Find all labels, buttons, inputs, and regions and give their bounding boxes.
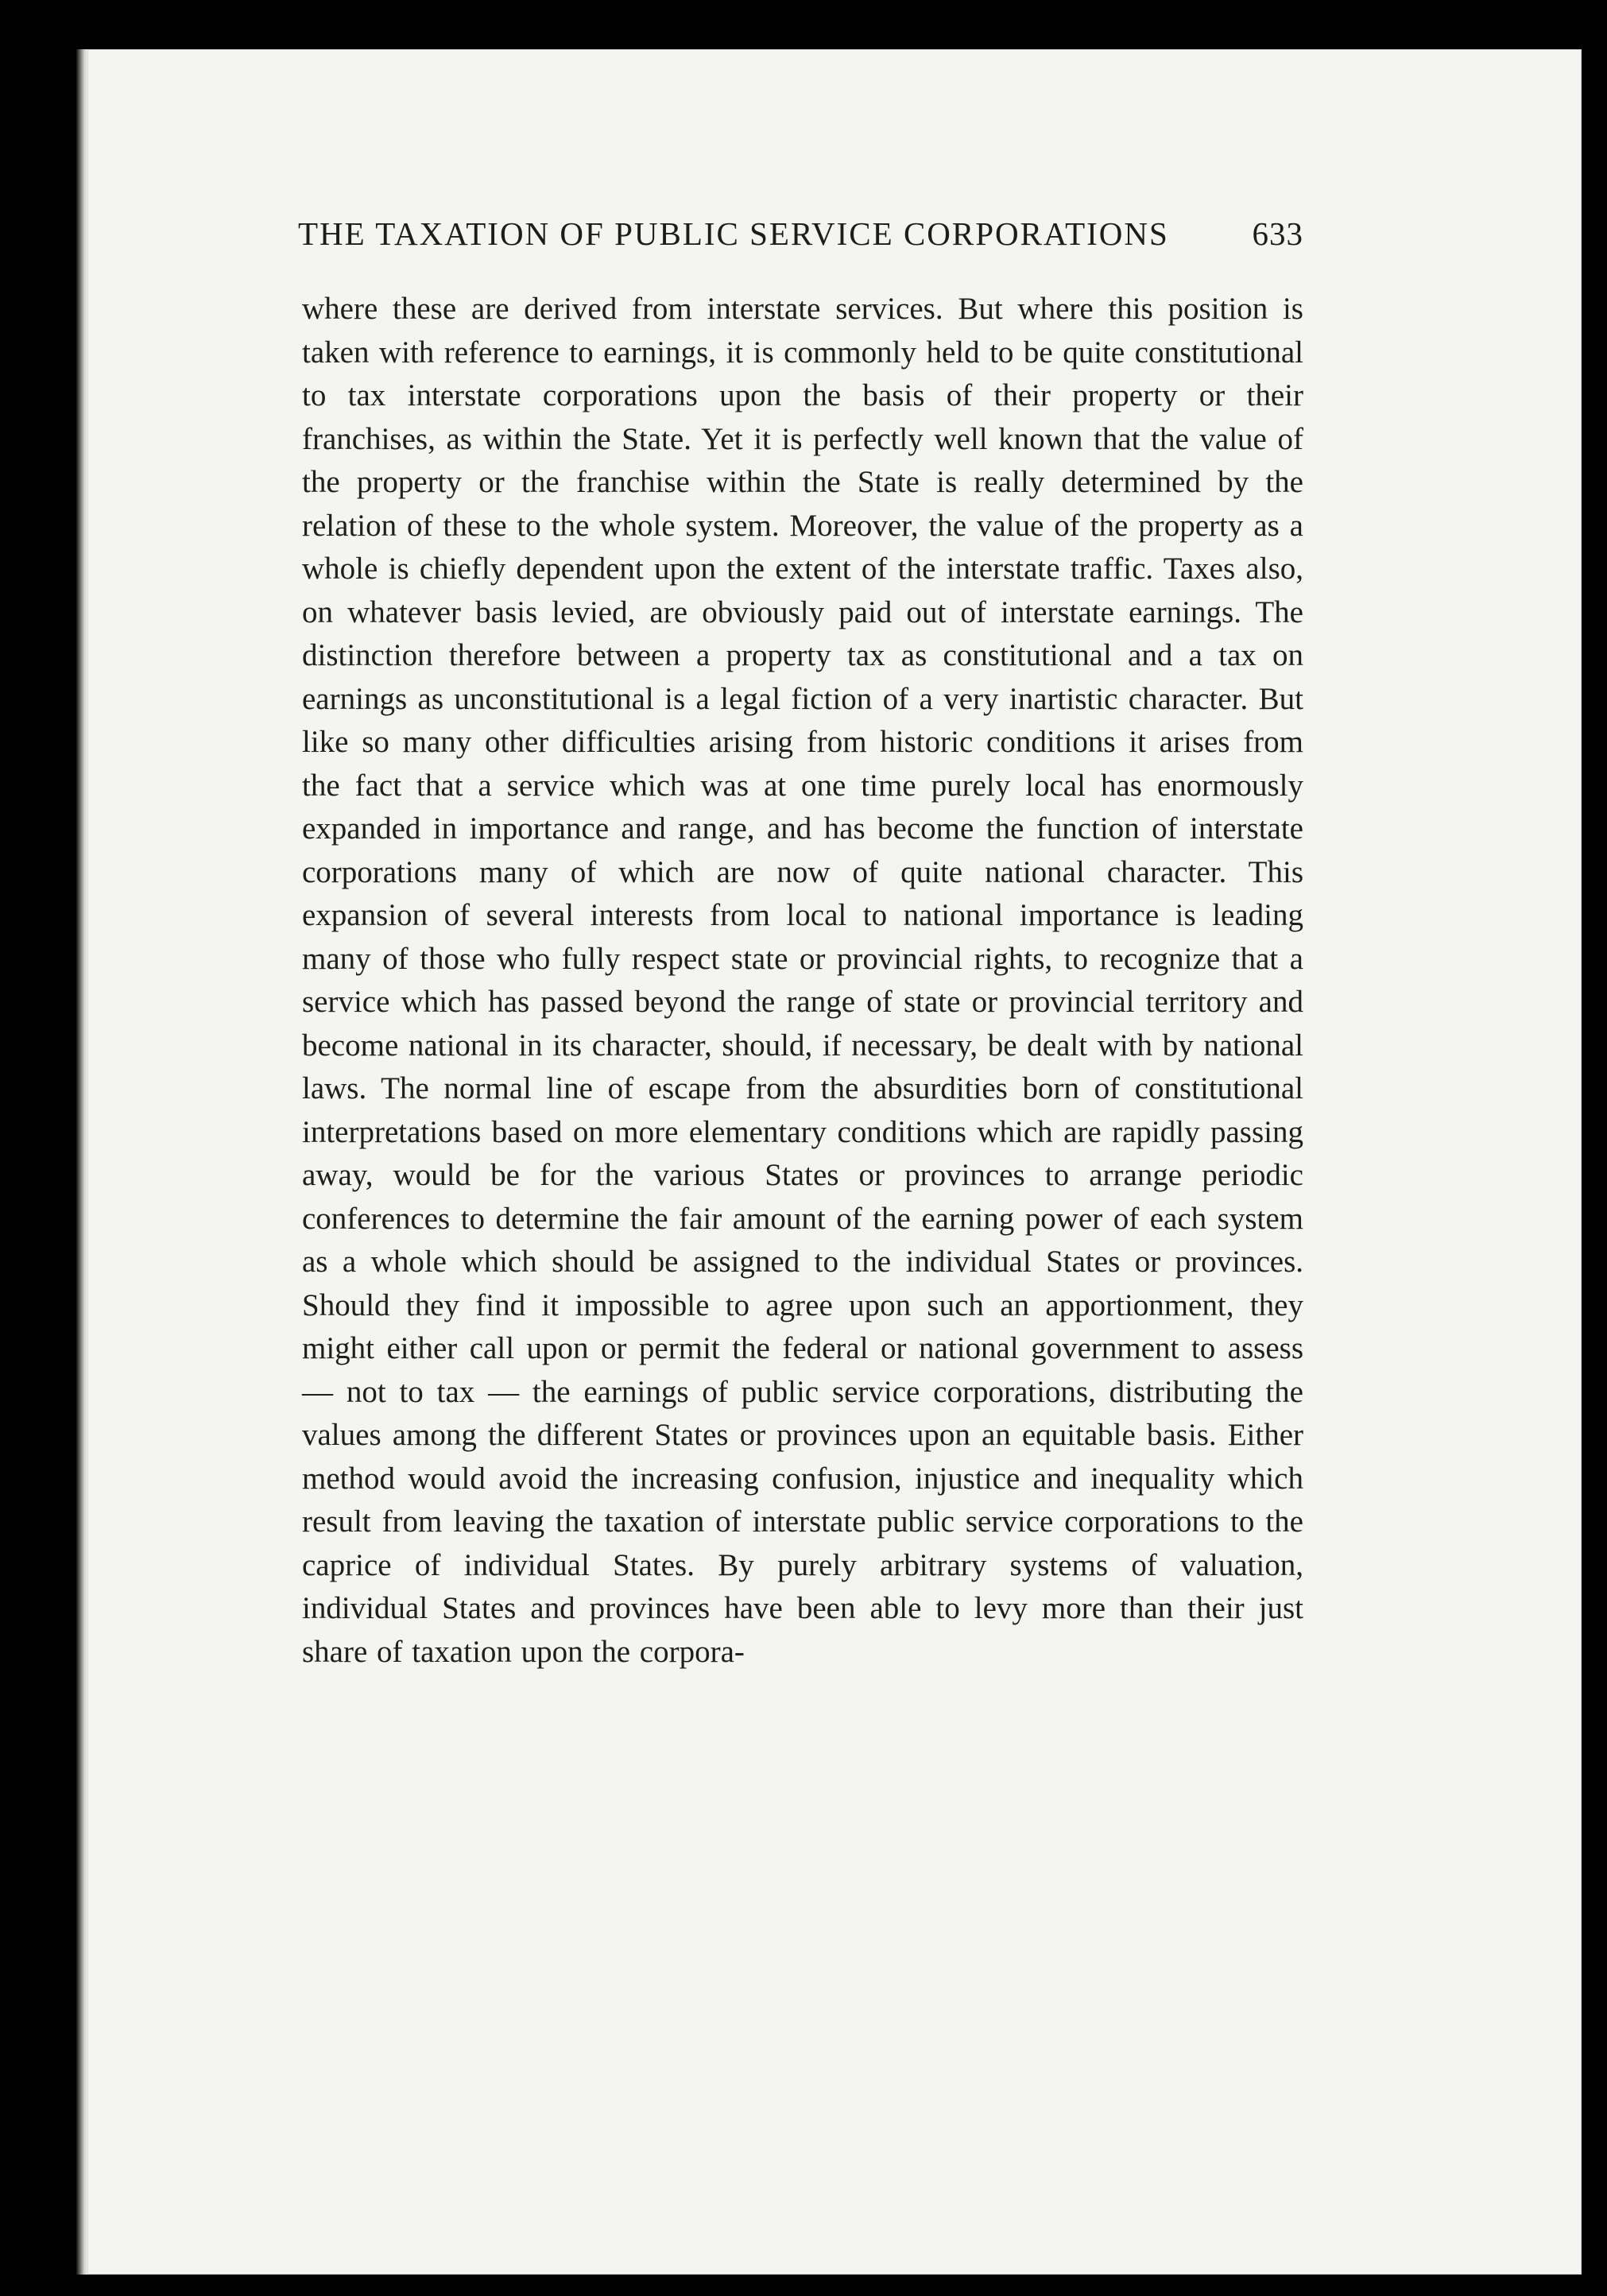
page-gutter-edge bbox=[76, 49, 87, 2275]
running-head-title: THE TAXATION OF PUBLIC SERVICE CORPORATIONS bbox=[298, 215, 1169, 252]
page-number: 633 bbox=[1252, 215, 1303, 252]
body-paragraph: where these are derived from interstate services. But where this position is taken with reference to earnings, it is commonly held to be quite constitutional to tax interstate corporations upon the basis of their property or their franchises, as within the State. Yet it is perfectly well known that the value of the property or the franchise within the State is really determined by the relation of these to the whole system. Moreover, the value of the property as a whole is chiefly dependent upon the extent of the interstate traffic. Taxes also, on whatever basis levied, are obviously paid out of interstate earnings. The distinction therefore between a property tax as constitutional and a tax on earnings as unconstitutional is a legal fiction of a very inartistic character. But like so many other difficulties arising from historic conditions it arises from the fact that a service which was at one time purely local has enormously expanded in importance and range, and has become the function of interstate corporations many of which are now of quite national character. This expansion of several interests from local to national importance is leading many of those who fully respect state or provincial rights, to recognize that a service which has passed beyond the range of state or provincial territory and become national in its character, should, if necessary, be dealt with by national laws. The normal line of escape from the absurdities born of constitutional interpretations based on more elementary conditions which are rapidly passing away, would be for the various States or provinces to arrange periodic conferences to determine the fair amount of the earning power of each system as a whole which should be assigned to the individual States or provinces. Should they find it impossible to agree upon such an apportionment, they might either call upon or permit the federal or national government to assess — not to tax — the earnings of public service corporations, distributing the values among the different States or provinces upon an equitable basis. Either method would avoid the increasing confusion, injustice and inequality which result from leaving the taxation of interstate public service corporations to the caprice of individual States. By purely arbitrary systems of valuation, individual States and provinces have been able to levy more than their just share of taxation upon the corpora- bbox=[302, 292, 1303, 1669]
running-head bbox=[298, 215, 1303, 253]
